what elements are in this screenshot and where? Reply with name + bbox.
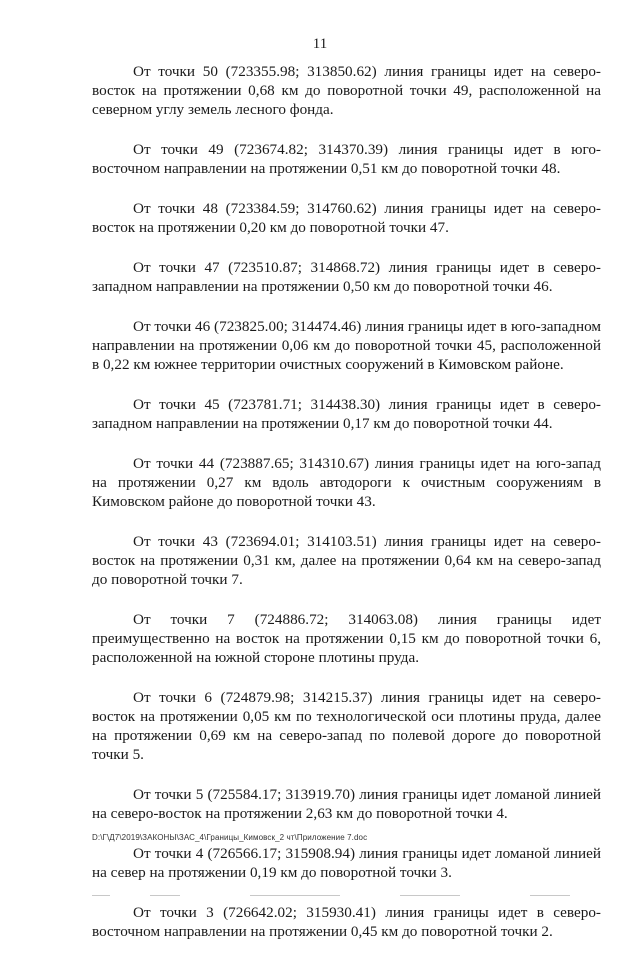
boundary-paragraph: От точки 3 (726642.02; 315930.41) линия границы идет в северо-восточном направлении на протяжении 0,45 км до поворотной точки 2. — [92, 904, 601, 940]
boundary-paragraph: От точки 6 (724879.98; 314215.37) линия границы идет на северо-восток на протяжении 0,05 км по технологической оси плотины пруда, далее на протяжении 0,69 км на северо-запад по полевой дороге до поворотной точки 5. — [92, 689, 601, 763]
scan-artifact — [400, 895, 460, 896]
scan-artifact — [250, 895, 340, 896]
document-body — [92, 62, 601, 962]
boundary-paragraph: От точки 45 (723781.71; 314438.30) линия границы идет в северо-западном направлении на протяжении 0,17 км до поворотной точки 44. — [92, 396, 601, 432]
boundary-paragraph: От точки 46 (723825.00; 314474.46) линия границы идет в юго-западном направлении на протяжении 0,06 км до поворотной точки 45, расположенной в 0,22 км южнее территории очистных сооружений в Кимовском районе. — [92, 318, 601, 373]
boundary-paragraph: От точки 47 (723510.87; 314868.72) линия границы идет в северо-западном направлении на протяжении 0,50 км до поворотной точки 46. — [92, 259, 601, 295]
scan-artifact-line — [0, 895, 640, 896]
boundary-paragraph: От точки 4 (726566.17; 315908.94) линия границы идет ломаной линией на север на протяжении 0,19 км до поворотной точки 3. — [92, 845, 601, 881]
page-number: 11 — [312, 36, 328, 52]
boundary-paragraph: От точки 5 (725584.17; 313919.70) линия границы идет ломаной линией на северо-восток на протяжении 2,63 км до поворотной точки 4. — [92, 786, 601, 822]
boundary-paragraph: От точки 50 (723355.98; 313850.62) линия границы идет на северо-восток на протяжении 0,68 км до поворотной точки 49, расположенной на северном углу земель лесного фонда. — [92, 63, 601, 118]
boundary-paragraph: От точки 44 (723887.65; 314310.67) линия границы идет на юго-запад на протяжении 0,27 км вдоль автодороги к очистным сооружениям в Кимовском районе до поворотной точки 43. — [92, 455, 601, 510]
scan-artifact — [150, 895, 180, 896]
scan-artifact — [92, 895, 110, 896]
file-path-footer: D:\Г\Д7\2019\ЗАКОНЫ\ЗАС_4\Границы_Кимовск_2 чт\Приложение 7.doc — [92, 833, 368, 842]
boundary-paragraph: От точки 43 (723694.01; 314103.51) линия границы идет на северо-восток на протяжении 0,31 км, далее на протяжении 0,64 км на северо-запад до поворотной точки 7. — [92, 533, 601, 588]
scan-artifact — [530, 895, 570, 896]
boundary-paragraph: От точки 49 (723674.82; 314370.39) линия границы идет в юго-восточном направлении на протяжении 0,51 км до поворотной точки 48. — [92, 141, 601, 177]
boundary-paragraph: От точки 48 (723384.59; 314760.62) линия границы идет на северо-восток на протяжении 0,20 км до поворотной точки 47. — [92, 200, 601, 236]
boundary-paragraph: От точки 7 (724886.72; 314063.08) линия границы идет преимущественно на восток на протяжении 0,15 км до поворотной точки 6, расположенной на южной стороне плотины пруда. — [92, 611, 601, 666]
